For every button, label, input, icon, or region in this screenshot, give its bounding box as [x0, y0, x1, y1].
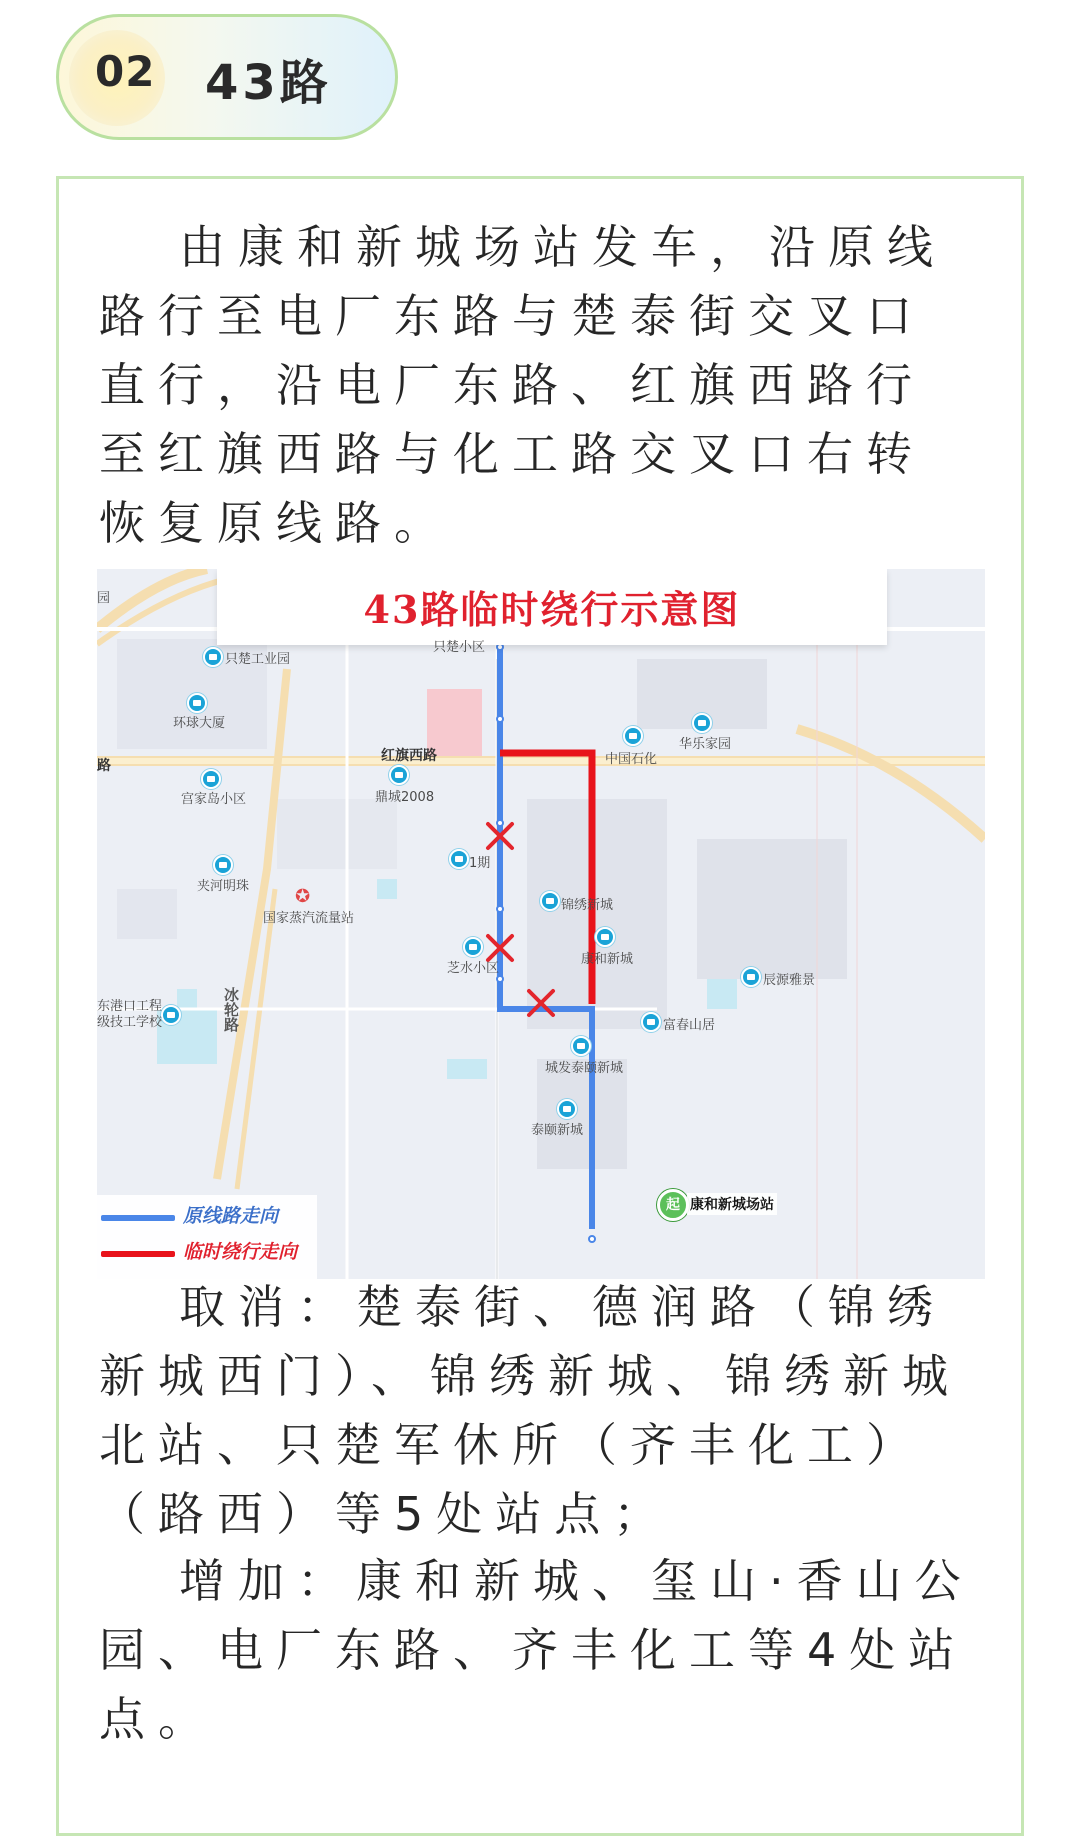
poi-icon	[692, 713, 712, 733]
map-legend	[97, 1195, 317, 1279]
map-title-box	[217, 569, 887, 645]
map-label-huale: 华乐家园	[679, 737, 732, 752]
road-label-binglun: 冰轮路	[222, 987, 240, 1032]
poi-icon	[203, 647, 223, 667]
fuel-station-icon	[623, 726, 643, 746]
star-marker-icon: ✪	[295, 886, 311, 907]
poi-icon	[161, 1005, 181, 1025]
map-label-jiaheming: 夹河明珠	[197, 879, 250, 894]
map-title: 43路临时绕行示意图	[363, 587, 741, 632]
map-label-zhichu-community: 只楚小区	[433, 640, 486, 655]
map-label-gongjiadao: 宫家岛小区	[181, 792, 247, 807]
road-label-hongqi-west: 红旗西路	[381, 748, 437, 764]
map-label-chengfa: 城发泰颐新城	[545, 1061, 624, 1076]
map-canvas	[97, 569, 985, 1279]
route-badge	[56, 14, 398, 140]
poi-icon	[540, 891, 560, 911]
detour-description: 由康和新城场站发车，沿原线路行至电厂东路与楚泰街交叉口直行，沿电厂东路、红旗西路行至红旗西路与化工路交叉口右转恢复原线路。	[99, 220, 946, 550]
detour-map	[97, 569, 985, 1279]
poi-icon	[449, 849, 469, 869]
map-label-steam-station: 国家蒸汽流量站	[263, 911, 355, 926]
map-label-school: 东港口工程 级技工学校	[97, 999, 163, 1030]
map-label-phase1: 1期	[469, 856, 491, 871]
content-card	[56, 176, 1024, 1836]
section-number: 02	[95, 47, 156, 96]
poi-icon	[741, 967, 761, 987]
legend-original-label: 原线路走向	[183, 1205, 279, 1227]
legend-detour-label: 临时绕行走向	[183, 1241, 298, 1263]
poi-icon	[595, 927, 615, 947]
map-label-dingcheng: 鼎城2008	[375, 790, 435, 805]
terminal-station-label: 康和新城场站	[687, 1193, 777, 1215]
poi-icon	[571, 1036, 591, 1056]
poi-icon	[641, 1012, 661, 1032]
map-label-kanghe: 康和新城	[581, 952, 634, 967]
legend-original-line	[101, 1215, 175, 1221]
map-label-fuchun: 富春山居	[663, 1018, 716, 1033]
map-label-yuan: 园	[97, 591, 111, 606]
map-label-zhishui: 芝水小区	[447, 961, 500, 976]
added-stops: 增加：康和新城、玺山·香山公园、电厂东路、齐丰化工等4处站点。	[99, 1554, 974, 1746]
map-label-lu: 路	[97, 758, 111, 774]
poi-icon	[557, 1099, 577, 1119]
poi-icon	[389, 765, 409, 785]
poi-icon	[201, 769, 221, 789]
legend-detour-line	[101, 1251, 175, 1257]
map-label-sinopec: 中国石化	[605, 752, 658, 767]
map-label-taiyi: 泰颐新城	[531, 1123, 584, 1138]
poi-icon	[213, 855, 233, 875]
map-label-chenyuan: 辰源雅景	[763, 973, 816, 988]
poi-icon	[187, 693, 207, 713]
map-label-huanqiu: 环球大厦	[173, 716, 226, 731]
terminal-pin-icon: 起	[657, 1189, 689, 1221]
map-label-zhichu-ind-park: 只楚工业园	[225, 652, 291, 667]
map-label-jinxiu: 锦绣新城	[561, 898, 614, 913]
cancelled-stops: 取消：楚泰街、德润路（锦绣新城西门）、锦绣新城、锦绣新城北站、只楚军休所（齐丰化工）（路西）等5处站点；	[99, 1280, 961, 1541]
poi-icon	[463, 937, 483, 957]
route-name: 43路	[205, 55, 332, 111]
